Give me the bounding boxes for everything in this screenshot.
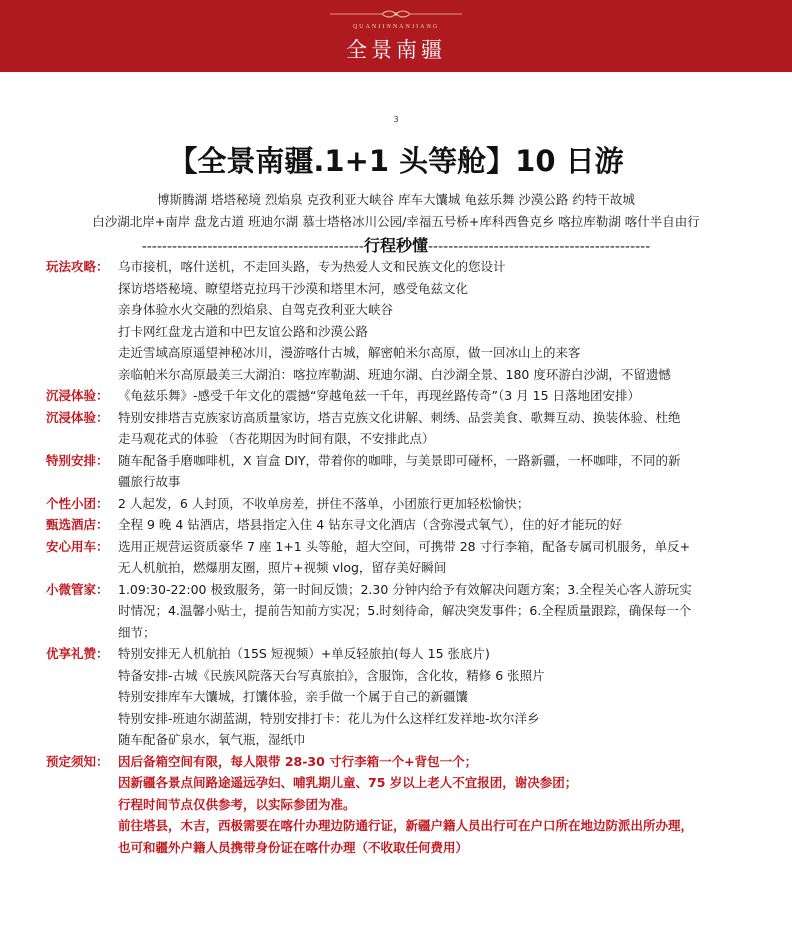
summary-row (46, 256, 756, 385)
row-line: 特备安排-古城《民族风院落天台写真旅拍》，含服饰，含化妆，精修 6 张照片 (118, 667, 545, 683)
summary-row (46, 643, 756, 751)
row-content (118, 256, 756, 385)
row-line: 乌市接机，喀什送机，不走回头路，专为热爱人文和民族文化的您设计 (118, 259, 506, 274)
row-line: 全程 9 晚 4 钻酒店，塔县指定入住 4 钻东寻文化酒店（含弥漫式氧气），住的好才能玩的好 (118, 517, 622, 532)
row-label: 优享礼赞： (46, 646, 109, 661)
row-content (118, 514, 756, 536)
row-content (118, 536, 756, 579)
row-line: 特别安排-班迪尔湖蓝湖，特别安排打卡：花儿为什么这样红发祥地-坎尔洋乡 (118, 710, 540, 726)
row-content (118, 751, 756, 859)
section-rule-right: -------------------------------------------- (428, 239, 651, 255)
row-label: 小微管家： (46, 581, 109, 597)
row-line: 1.09:30-22:00 极致服务，第一时间反馈；2.30 分钟内给予有效解决问题方案；3.全程关心客人游玩实 (118, 581, 692, 597)
route-line-1: 博斯腾湖 塔塔秘境 烈焰泉 克孜利亚大峡谷 库车大馕城 龟兹乐舞 沙漠公路 约特干故城 (157, 192, 635, 207)
row-line: 走近雪域高原遥望神秘冰川，漫游喀什古城，解密帕米尔高原，做一回冰山上的来客 (118, 345, 581, 360)
row-line: 亲身体验水火交融的烈焰泉、自驾克孜利亚大峡谷 (118, 302, 394, 317)
summary-row (46, 407, 756, 450)
row-line: 特别安排塔吉克族家访高质量家访，塔吉克族文化讲解、刺绣、品尝美食、歌舞互动、换装体验、杜绝 (118, 409, 681, 425)
ornament-divider-icon (0, 8, 792, 20)
row-content (118, 493, 756, 515)
route-line-2: 白沙湖北岸+南岸 盘龙古道 班迪尔湖 慕士塔格冰川公园/幸福五号桥+库科西鲁克乡 喀拉库勒湖 喀什半自由行 (92, 214, 700, 229)
row-content (118, 407, 756, 450)
page-header-banner (0, 0, 792, 72)
row-line: 特别安排库车大馕城，打馕体验，亲手做一个属于自己的新疆馕 (118, 689, 469, 704)
row-label: 预定须知： (46, 753, 109, 769)
row-line: 选用正规营运资质豪华 7 座 1+1 头等舱，超大空间，可携带 28 寸行李箱，配备专属司机服务，单反+ (118, 538, 691, 554)
summary-row (46, 536, 756, 579)
page-title: 【全景南疆.1+1 头等舱】10 日游 (168, 144, 624, 178)
row-content (118, 643, 756, 751)
row-line: 打卡网红盘龙古道和中巴友谊公路和沙漠公路 (118, 323, 369, 339)
row-content (118, 579, 756, 644)
row-line: 细节； (118, 624, 156, 640)
itinerary-summary (46, 256, 756, 858)
row-line: 因后备箱空间有限，每人限带 28-30 寸行李箱一个+背包一个； (118, 753, 478, 769)
summary-row (46, 493, 756, 515)
summary-row (46, 751, 756, 859)
row-line: 亲临帕米尔高原最美三大湖泊：喀拉库勒湖、班迪尔湖、白沙湖全景、180 度环游白沙湖，不留遗憾 (118, 366, 671, 382)
row-line: 无人机航拍，燃爆朋友圈，照片+视频 vlog，留存美好瞬间 (118, 560, 447, 575)
header-title: 全景南疆 (346, 38, 446, 62)
row-label: 个性小团： (46, 495, 109, 511)
row-line: 走马观花式的体验 （杏花期因为时间有限，不安排此点） (118, 431, 435, 446)
row-content (118, 385, 756, 407)
row-line: 2 人起发，6 人封顶，不收单房差，拼住不落单，小团旅行更加轻松愉快； (118, 495, 530, 511)
row-label: 安心用车： (46, 538, 109, 554)
row-label: 沉浸体验： (46, 409, 109, 425)
summary-row (46, 579, 756, 644)
row-label: 玩法攻略： (46, 259, 109, 274)
row-line: 特别安排无人机航拍（15S 短视频）+单反轻旅拍(每人 15 张底片) (118, 646, 490, 661)
summary-row (46, 385, 756, 407)
row-line: 时情况；4.温馨小贴士，提前告知前方实况；5.时刻待命，解决突发事件；6.全程质量跟踪，确保每一个 (118, 603, 692, 618)
row-line: 前往塔县，木吉，西极需要在喀什办理边防通行证，新疆户籍人员出行可在户口所在地边防派出所办理， (118, 818, 694, 833)
row-label: 甄选酒店： (46, 517, 109, 532)
row-line: 随车配备矿泉水，氧气瓶，湿纸巾 (118, 732, 306, 747)
row-line: 也可和疆外户籍人员携带身份证在喀什办理（不收取任何费用） (118, 839, 469, 855)
summary-row (46, 450, 756, 493)
row-label: 特别安排： (46, 452, 109, 468)
row-content (118, 450, 756, 493)
row-line: 《龟兹乐舞》-感受千年文化的震撼“穿越龟兹一千年，再现丝路传奇”（3 月 15 日落地团安排） (118, 388, 640, 403)
section-heading (0, 233, 792, 256)
section-rule-left: -------------------------------------------- (141, 239, 364, 255)
summary-row (46, 514, 756, 536)
page-number: 3 (393, 115, 399, 124)
row-line: 探访塔塔秘境、瞭望塔克拉玛干沙漠和塔里木河，感受龟兹文化 (118, 280, 469, 296)
row-label: 沉浸体验： (46, 388, 109, 403)
row-line: 因新疆各景点间路途遥远孕妇、哺乳期儿童、75 岁以上老人不宜报团，谢决参团； (118, 775, 578, 790)
row-line: 行程时间节点仅供参考，以实际参团为准。 (118, 796, 356, 812)
header-subtitle: QUANJINNANJIANG (352, 24, 440, 30)
row-line: 随车配备手磨咖啡机，X 盲盒 DIY，带着你的咖啡，与美景即可碰杯，一路新疆，一杯咖啡，不同的新 (118, 452, 681, 468)
row-line: 疆旅行故事 (118, 474, 181, 489)
section-label: 行程秒懂 (363, 236, 428, 255)
